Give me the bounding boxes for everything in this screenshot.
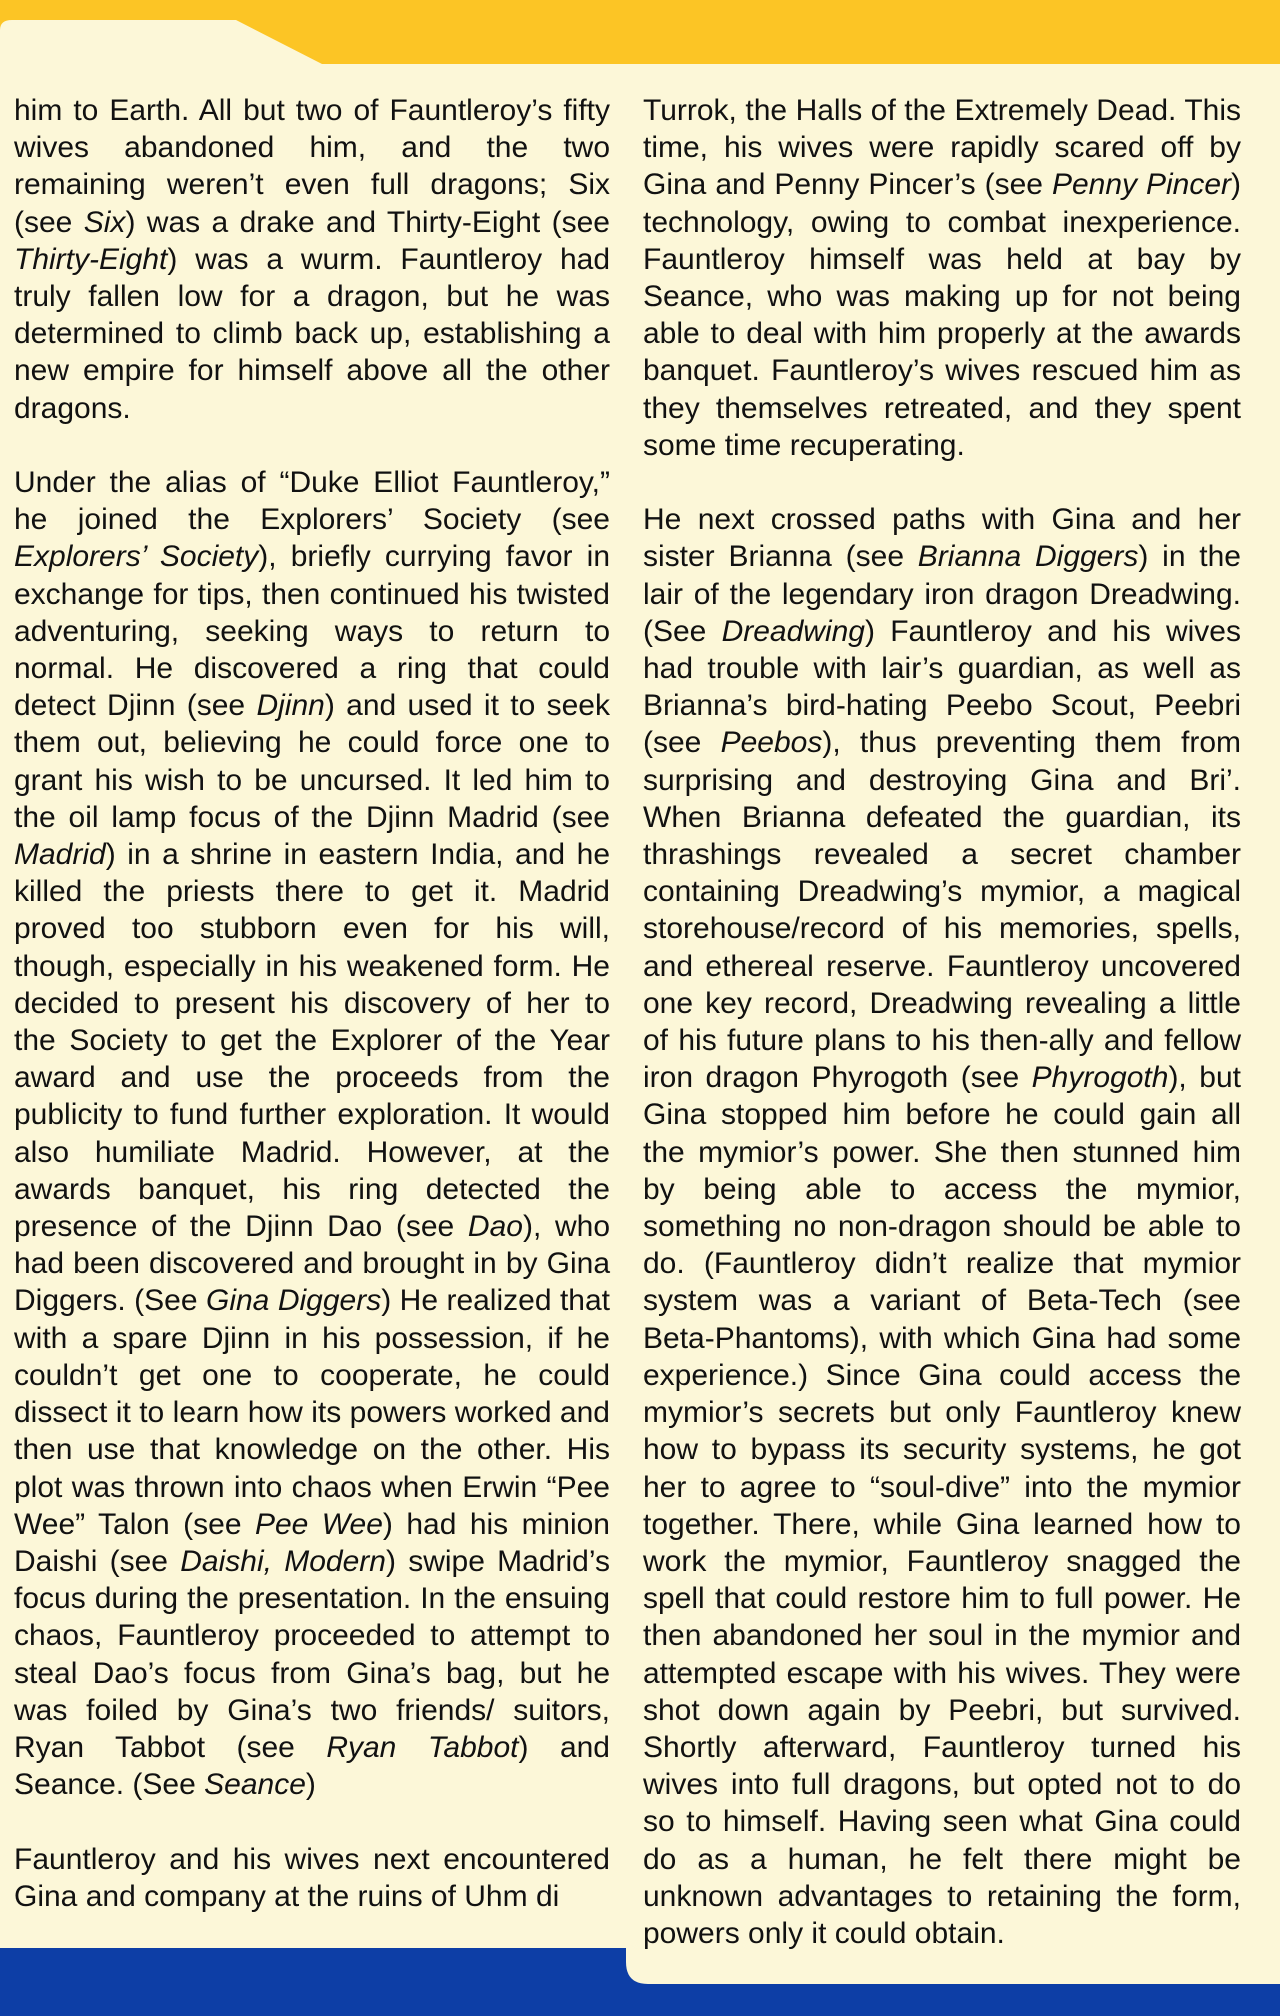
text-run: ) swipe Madrid’s focus during the presentation. In the ensuing chaos, Fauntleroy proceeded to attempt to steal Dao’s focus from Gina’s bag, but he was foiled by Gina’s two friends/ suitors, Ryan Tabbot (see <box>14 1544 610 1764</box>
left-paragraph-2 <box>14 464 610 1803</box>
cross-reference: Dreadwing <box>721 614 865 648</box>
text-run: ) technology, owing to combat inexperience. Fauntleroy himself was held at bay by Seance, who was making up for not being able to deal with him properly at the awards banquet. Fauntleroy’s wives rescued him as they themselves retreated, and they spent some time recuperating. <box>643 168 1241 462</box>
cross-reference: Phyrogoth <box>1031 1061 1169 1095</box>
text-run: him to Earth. All but two of Fauntleroy’s fifty wives abandoned him, and the two remaining weren’t even full dragons; Six (see <box>14 94 610 239</box>
text-run: ) was a wurm. Fauntleroy had truly fallen low for a dragon, but he was determined to climb back up, establishing a new empire for himself above all the other dragons. <box>14 242 610 425</box>
cross-reference: Daishi, Modern <box>180 1544 386 1578</box>
text-run: ) and used it to seek them out, believing he could force one to grant his wish to be uncursed. It led him to the oil lamp focus of the Djinn Madrid (see <box>14 689 610 834</box>
cross-reference: Djinn <box>256 689 325 723</box>
text-run: ) Fauntleroy and his wives had trouble with lair’s guardian, as well as Brianna’s bird-hating Peebo Scout, Peebri (see <box>643 614 1241 760</box>
cross-reference: Dao <box>467 1210 523 1244</box>
right-column <box>643 92 1241 1989</box>
right-paragraph-1 <box>643 92 1241 464</box>
text-run: ) was a drake and Thirty-Eight (see <box>125 205 610 239</box>
right-paragraph-2 <box>643 501 1241 1952</box>
cross-reference: Seance <box>204 1768 306 1802</box>
text-run: ), but Gina stopped him before he could gain all the mymior’s power. She then stunned him by being able to access the mymior, something no non-dragon should be able to do. (Fauntleroy didn’t realize that mymior system was a variant of Beta-Tech (see Beta-Phantoms), with which Gina had some experience.) Since Gina could access the mymior’s secrets but only Fauntleroy knew how to bypass its security systems, he got her to agree to “soul-dive” into the mymior together. There, while Gina learned how to work the mymior, Fauntleroy snagged the spell that could restore him to full power. He then abandoned her soul in the mymior and attempted escape with his wives. They were shot down again by Peebri, but survived. Shortly afterward, Fauntleroy turned his wives into full dragons, but opted not to do so to himself. Having seen what Gina could do as a human, he felt there might be unknown advantages to retaining the form, powers only it could obtain. <box>643 1061 1241 1950</box>
left-paragraph-3 <box>14 1841 610 1915</box>
text-run: ) had his minion Daishi (see <box>14 1507 610 1578</box>
left-paragraph-1 <box>14 92 610 427</box>
text-run: Turrok, the Halls of the Extremely Dead. This time, his wives were rapidly scared off by Gina and Penny Pincer’s (see <box>643 94 1241 202</box>
cross-reference: Madrid <box>14 838 106 872</box>
text-run: ), who had been discovered and brought in by Gina Diggers. (See <box>14 1210 610 1318</box>
text-run: Under the alias of “Duke Elliot Fauntleroy,” he joined the Explorers’ Society (see <box>14 466 610 537</box>
cross-reference: Pee Wee <box>254 1507 383 1541</box>
text-run: ), briefly currying favor in exchange for tips, then continued his twisted adventuring, seeking ways to return to normal. He discovered a ring that could detect Djinn (see <box>14 540 610 723</box>
text-run: ) <box>305 1768 316 1802</box>
cross-reference: Penny Pincer <box>1051 168 1231 202</box>
cross-reference: Brianna Diggers <box>917 540 1139 574</box>
cross-reference: Peebos <box>720 726 823 760</box>
cross-reference: Ryan Tabbot <box>326 1730 519 1764</box>
text-run: Fauntleroy and his wives next encountered Gina and company at the ruins of Uhm di <box>14 1842 610 1913</box>
text-run: He next crossed paths with Gina and her sister Brianna (see <box>643 503 1241 574</box>
text-run: ) in a shrine in eastern India, and he killed the priests there to get it. Madrid proved too stubborn even for his will, though, especially in his weakened form. He decided to present his discovery of her to the Society to get the Explorer of the Year award and use the proceeds from the publicity to fund further exploration. It would also humiliate Madrid. However, at the awards banquet, his ring detected the presence of the Djinn Dao (see <box>14 838 610 1244</box>
cross-reference: Explorers’ Society <box>14 540 259 574</box>
text-run: ) He realized that with a spare Djinn in his possession, if he couldn’t get one to cooperate, he could dissect it to learn how its powers worked and then use that knowledge on the other. His plot was thrown into chaos when Erwin “Pee Wee” Talon (see <box>14 1284 611 1541</box>
left-column <box>14 92 610 1952</box>
cross-reference: Thirty-Eight <box>14 242 168 276</box>
cross-reference: Gina Diggers <box>206 1284 382 1318</box>
text-run: ), thus preventing them from surprising and destroying Gina and Bri’. When Brianna defeated the guardian, its thrashings revealed a secret chamber containing Dreadwing’s mymior, a magical storehouse/record of his memories, spells, and ethereal reserve. Fauntleroy uncovered one key record, Dreadwing revealing a little of his future plans to his then-ally and fellow iron dragon Phyrogoth (see <box>643 726 1241 1095</box>
text-run: ) and Seance. (See <box>14 1730 610 1802</box>
cross-reference: Six <box>83 205 126 239</box>
text-run: ) in the lair of the legendary iron dragon Dreadwing. (See <box>643 540 1241 648</box>
